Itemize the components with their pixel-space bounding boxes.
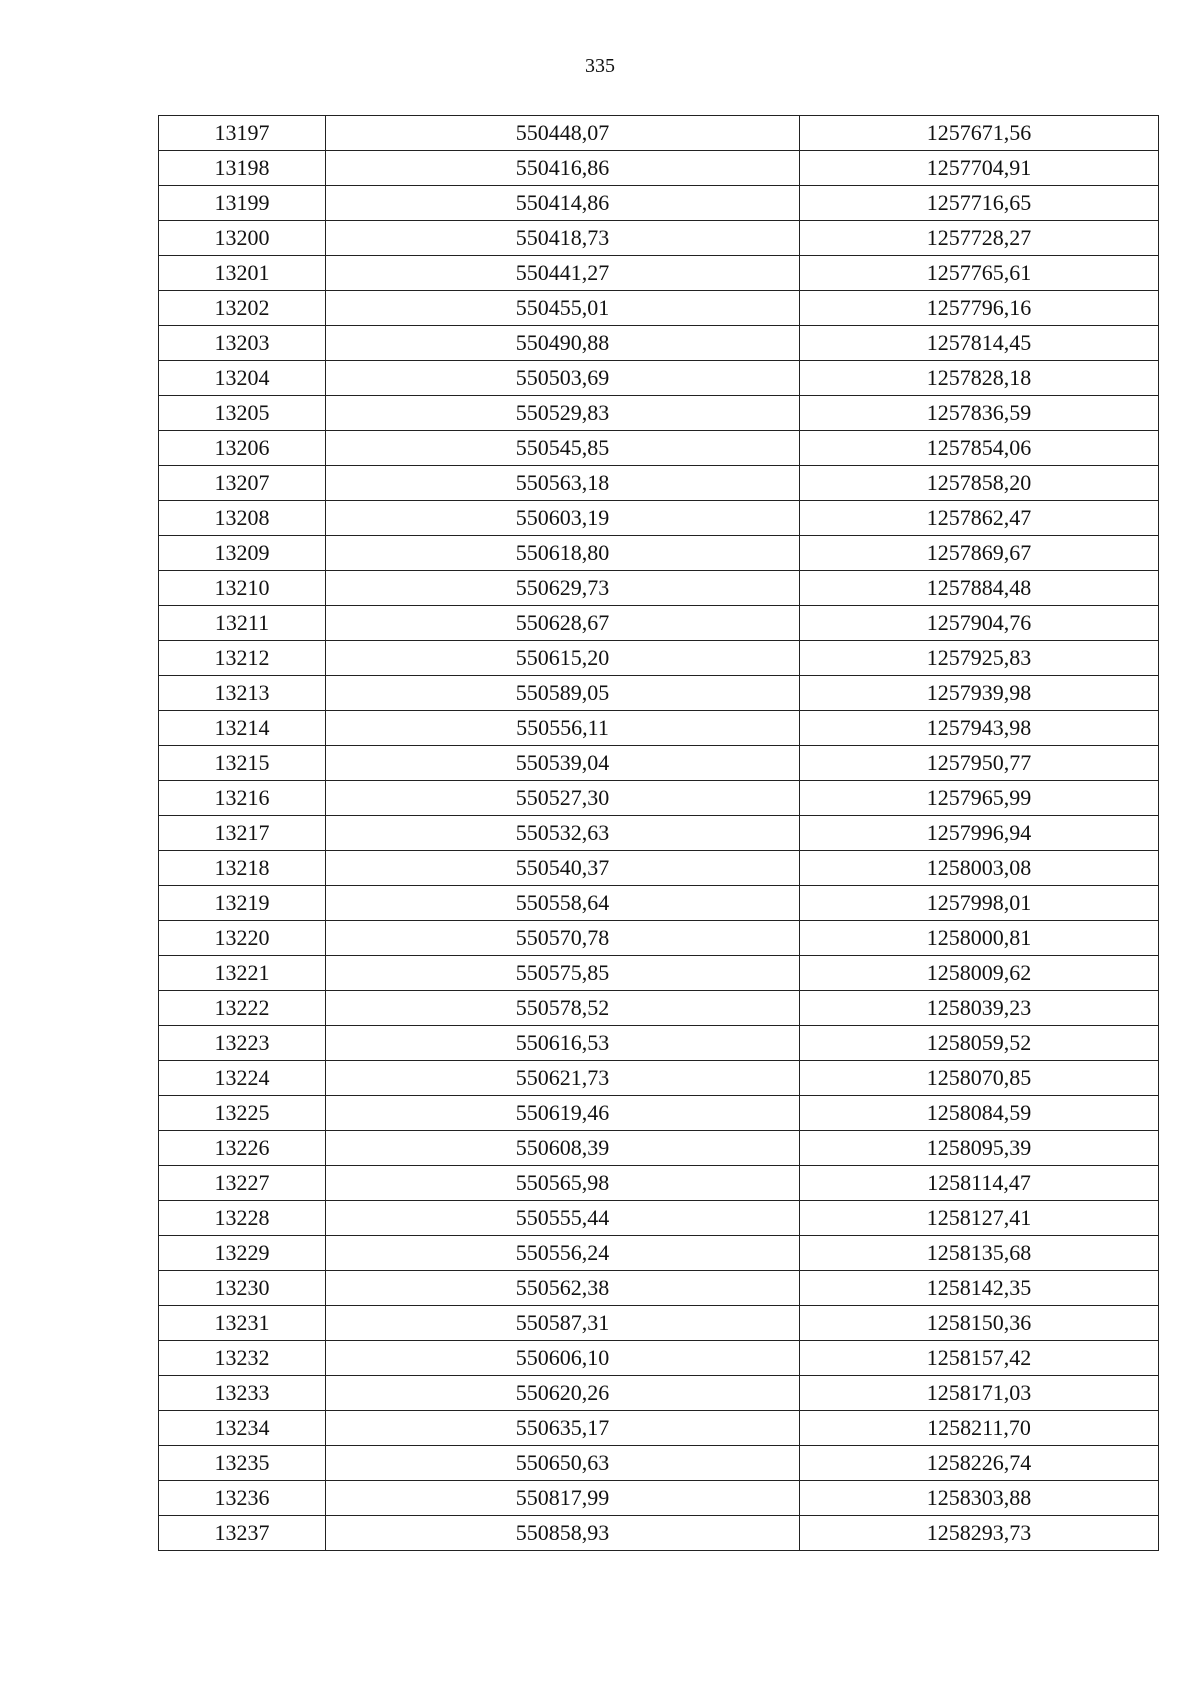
x-coordinate-cell: 550603,19: [326, 501, 800, 536]
y-coordinate-cell: 1258114,47: [800, 1166, 1159, 1201]
x-coordinate-cell: 550540,37: [326, 851, 800, 886]
point-number-cell: 13225: [159, 1096, 326, 1131]
y-coordinate-cell: 1257796,16: [800, 291, 1159, 326]
point-number-cell: 13216: [159, 781, 326, 816]
point-number-cell: 13206: [159, 431, 326, 466]
y-coordinate-cell: 1257965,99: [800, 781, 1159, 816]
x-coordinate-cell: 550539,04: [326, 746, 800, 781]
point-number-cell: 13198: [159, 151, 326, 186]
table-row: [159, 466, 1159, 501]
table-row: [159, 676, 1159, 711]
point-number-cell: 13226: [159, 1131, 326, 1166]
x-coordinate-cell: 550558,64: [326, 886, 800, 921]
x-coordinate-cell: 550529,83: [326, 396, 800, 431]
table-row: [159, 1271, 1159, 1306]
point-number-cell: 13218: [159, 851, 326, 886]
point-number-cell: 13236: [159, 1481, 326, 1516]
y-coordinate-cell: 1257704,91: [800, 151, 1159, 186]
x-coordinate-cell: 550414,86: [326, 186, 800, 221]
point-number-cell: 13233: [159, 1376, 326, 1411]
y-coordinate-cell: 1258226,74: [800, 1446, 1159, 1481]
y-coordinate-cell: 1258150,36: [800, 1306, 1159, 1341]
point-number-cell: 13202: [159, 291, 326, 326]
point-number-cell: 13237: [159, 1516, 326, 1551]
table-row: [159, 256, 1159, 291]
point-number-cell: 13205: [159, 396, 326, 431]
y-coordinate-cell: 1258003,08: [800, 851, 1159, 886]
point-number-cell: 13234: [159, 1411, 326, 1446]
table-row: [159, 921, 1159, 956]
y-coordinate-cell: 1258127,41: [800, 1201, 1159, 1236]
x-coordinate-cell: 550490,88: [326, 326, 800, 361]
point-number-cell: 13224: [159, 1061, 326, 1096]
x-coordinate-cell: 550587,31: [326, 1306, 800, 1341]
y-coordinate-cell: 1257854,06: [800, 431, 1159, 466]
table-row: [159, 1516, 1159, 1551]
x-coordinate-cell: 550606,10: [326, 1341, 800, 1376]
x-coordinate-cell: 550635,17: [326, 1411, 800, 1446]
table-row: [159, 501, 1159, 536]
point-number-cell: 13230: [159, 1271, 326, 1306]
y-coordinate-cell: 1257943,98: [800, 711, 1159, 746]
x-coordinate-cell: 550615,20: [326, 641, 800, 676]
table-row: [159, 536, 1159, 571]
x-coordinate-cell: 550545,85: [326, 431, 800, 466]
table-row: [159, 991, 1159, 1026]
y-coordinate-cell: 1257862,47: [800, 501, 1159, 536]
x-coordinate-cell: 550616,53: [326, 1026, 800, 1061]
point-number-cell: 13197: [159, 116, 326, 151]
table-row: [159, 1201, 1159, 1236]
x-coordinate-cell: 550608,39: [326, 1131, 800, 1166]
x-coordinate-cell: 550621,73: [326, 1061, 800, 1096]
table-row: [159, 1376, 1159, 1411]
table-row: [159, 116, 1159, 151]
x-coordinate-cell: 550619,46: [326, 1096, 800, 1131]
point-number-cell: 13231: [159, 1306, 326, 1341]
x-coordinate-cell: 550448,07: [326, 116, 800, 151]
table-row: [159, 816, 1159, 851]
table-row: [159, 1236, 1159, 1271]
y-coordinate-cell: 1257925,83: [800, 641, 1159, 676]
table-row: [159, 1411, 1159, 1446]
coordinates-table-body: [159, 116, 1159, 1551]
table-row: [159, 361, 1159, 396]
y-coordinate-cell: 1258211,70: [800, 1411, 1159, 1446]
y-coordinate-cell: 1257828,18: [800, 361, 1159, 396]
page-number: 335: [585, 55, 615, 77]
point-number-cell: 13212: [159, 641, 326, 676]
point-number-cell: 13207: [159, 466, 326, 501]
x-coordinate-cell: 550418,73: [326, 221, 800, 256]
x-coordinate-cell: 550556,11: [326, 711, 800, 746]
y-coordinate-cell: 1258009,62: [800, 956, 1159, 991]
table-row: [159, 1446, 1159, 1481]
table-row: [159, 1096, 1159, 1131]
y-coordinate-cell: 1257869,67: [800, 536, 1159, 571]
coordinates-table: [158, 115, 1159, 1551]
point-number-cell: 13199: [159, 186, 326, 221]
point-number-cell: 13203: [159, 326, 326, 361]
point-number-cell: 13235: [159, 1446, 326, 1481]
y-coordinate-cell: 1257904,76: [800, 606, 1159, 641]
table-row: [159, 606, 1159, 641]
x-coordinate-cell: 550503,69: [326, 361, 800, 396]
y-coordinate-cell: 1257939,98: [800, 676, 1159, 711]
point-number-cell: 13214: [159, 711, 326, 746]
x-coordinate-cell: 550620,26: [326, 1376, 800, 1411]
x-coordinate-cell: 550629,73: [326, 571, 800, 606]
x-coordinate-cell: 550562,38: [326, 1271, 800, 1306]
y-coordinate-cell: 1257716,65: [800, 186, 1159, 221]
x-coordinate-cell: 550570,78: [326, 921, 800, 956]
y-coordinate-cell: 1257996,94: [800, 816, 1159, 851]
table-row: [159, 1306, 1159, 1341]
x-coordinate-cell: 550555,44: [326, 1201, 800, 1236]
point-number-cell: 13222: [159, 991, 326, 1026]
y-coordinate-cell: 1258293,73: [800, 1516, 1159, 1551]
x-coordinate-cell: 550556,24: [326, 1236, 800, 1271]
table-row: [159, 1026, 1159, 1061]
y-coordinate-cell: 1257950,77: [800, 746, 1159, 781]
table-row: [159, 431, 1159, 466]
x-coordinate-cell: 550858,93: [326, 1516, 800, 1551]
table-row: [159, 1061, 1159, 1096]
point-number-cell: 13209: [159, 536, 326, 571]
x-coordinate-cell: 550817,99: [326, 1481, 800, 1516]
point-number-cell: 13223: [159, 1026, 326, 1061]
x-coordinate-cell: 550618,80: [326, 536, 800, 571]
point-number-cell: 13227: [159, 1166, 326, 1201]
x-coordinate-cell: 550563,18: [326, 466, 800, 501]
point-number-cell: 13208: [159, 501, 326, 536]
table-row: [159, 221, 1159, 256]
x-coordinate-cell: 550527,30: [326, 781, 800, 816]
y-coordinate-cell: 1258303,88: [800, 1481, 1159, 1516]
point-number-cell: 13228: [159, 1201, 326, 1236]
table-row: [159, 711, 1159, 746]
y-coordinate-cell: 1257836,59: [800, 396, 1159, 431]
x-coordinate-cell: 550650,63: [326, 1446, 800, 1481]
table-row: [159, 851, 1159, 886]
point-number-cell: 13229: [159, 1236, 326, 1271]
y-coordinate-cell: 1258095,39: [800, 1131, 1159, 1166]
point-number-cell: 13200: [159, 221, 326, 256]
point-number-cell: 13211: [159, 606, 326, 641]
y-coordinate-cell: 1257671,56: [800, 116, 1159, 151]
point-number-cell: 13221: [159, 956, 326, 991]
y-coordinate-cell: 1257884,48: [800, 571, 1159, 606]
table-row: [159, 1481, 1159, 1516]
table-row: [159, 571, 1159, 606]
x-coordinate-cell: 550416,86: [326, 151, 800, 186]
point-number-cell: 13210: [159, 571, 326, 606]
y-coordinate-cell: 1258059,52: [800, 1026, 1159, 1061]
table-row: [159, 151, 1159, 186]
table-row: [159, 396, 1159, 431]
table-row: [159, 186, 1159, 221]
x-coordinate-cell: 550628,67: [326, 606, 800, 641]
table-row: [159, 781, 1159, 816]
y-coordinate-cell: 1258000,81: [800, 921, 1159, 956]
x-coordinate-cell: 550575,85: [326, 956, 800, 991]
point-number-cell: 13204: [159, 361, 326, 396]
point-number-cell: 13201: [159, 256, 326, 291]
table-row: [159, 746, 1159, 781]
y-coordinate-cell: 1258135,68: [800, 1236, 1159, 1271]
point-number-cell: 13220: [159, 921, 326, 956]
table-row: [159, 291, 1159, 326]
y-coordinate-cell: 1258157,42: [800, 1341, 1159, 1376]
y-coordinate-cell: 1258142,35: [800, 1271, 1159, 1306]
point-number-cell: 13232: [159, 1341, 326, 1376]
table-row: [159, 326, 1159, 361]
y-coordinate-cell: 1258070,85: [800, 1061, 1159, 1096]
y-coordinate-cell: 1257858,20: [800, 466, 1159, 501]
point-number-cell: 13219: [159, 886, 326, 921]
point-number-cell: 13213: [159, 676, 326, 711]
table-row: [159, 1131, 1159, 1166]
y-coordinate-cell: 1258039,23: [800, 991, 1159, 1026]
x-coordinate-cell: 550455,01: [326, 291, 800, 326]
point-number-cell: 13217: [159, 816, 326, 851]
table-row: [159, 1341, 1159, 1376]
y-coordinate-cell: 1257814,45: [800, 326, 1159, 361]
y-coordinate-cell: 1258084,59: [800, 1096, 1159, 1131]
x-coordinate-cell: 550589,05: [326, 676, 800, 711]
x-coordinate-cell: 550565,98: [326, 1166, 800, 1201]
table-row: [159, 886, 1159, 921]
y-coordinate-cell: 1257998,01: [800, 886, 1159, 921]
x-coordinate-cell: 550532,63: [326, 816, 800, 851]
y-coordinate-cell: 1258171,03: [800, 1376, 1159, 1411]
x-coordinate-cell: 550441,27: [326, 256, 800, 291]
y-coordinate-cell: 1257728,27: [800, 221, 1159, 256]
table-row: [159, 1166, 1159, 1201]
point-number-cell: 13215: [159, 746, 326, 781]
table-row: [159, 956, 1159, 991]
y-coordinate-cell: 1257765,61: [800, 256, 1159, 291]
table-row: [159, 641, 1159, 676]
x-coordinate-cell: 550578,52: [326, 991, 800, 1026]
